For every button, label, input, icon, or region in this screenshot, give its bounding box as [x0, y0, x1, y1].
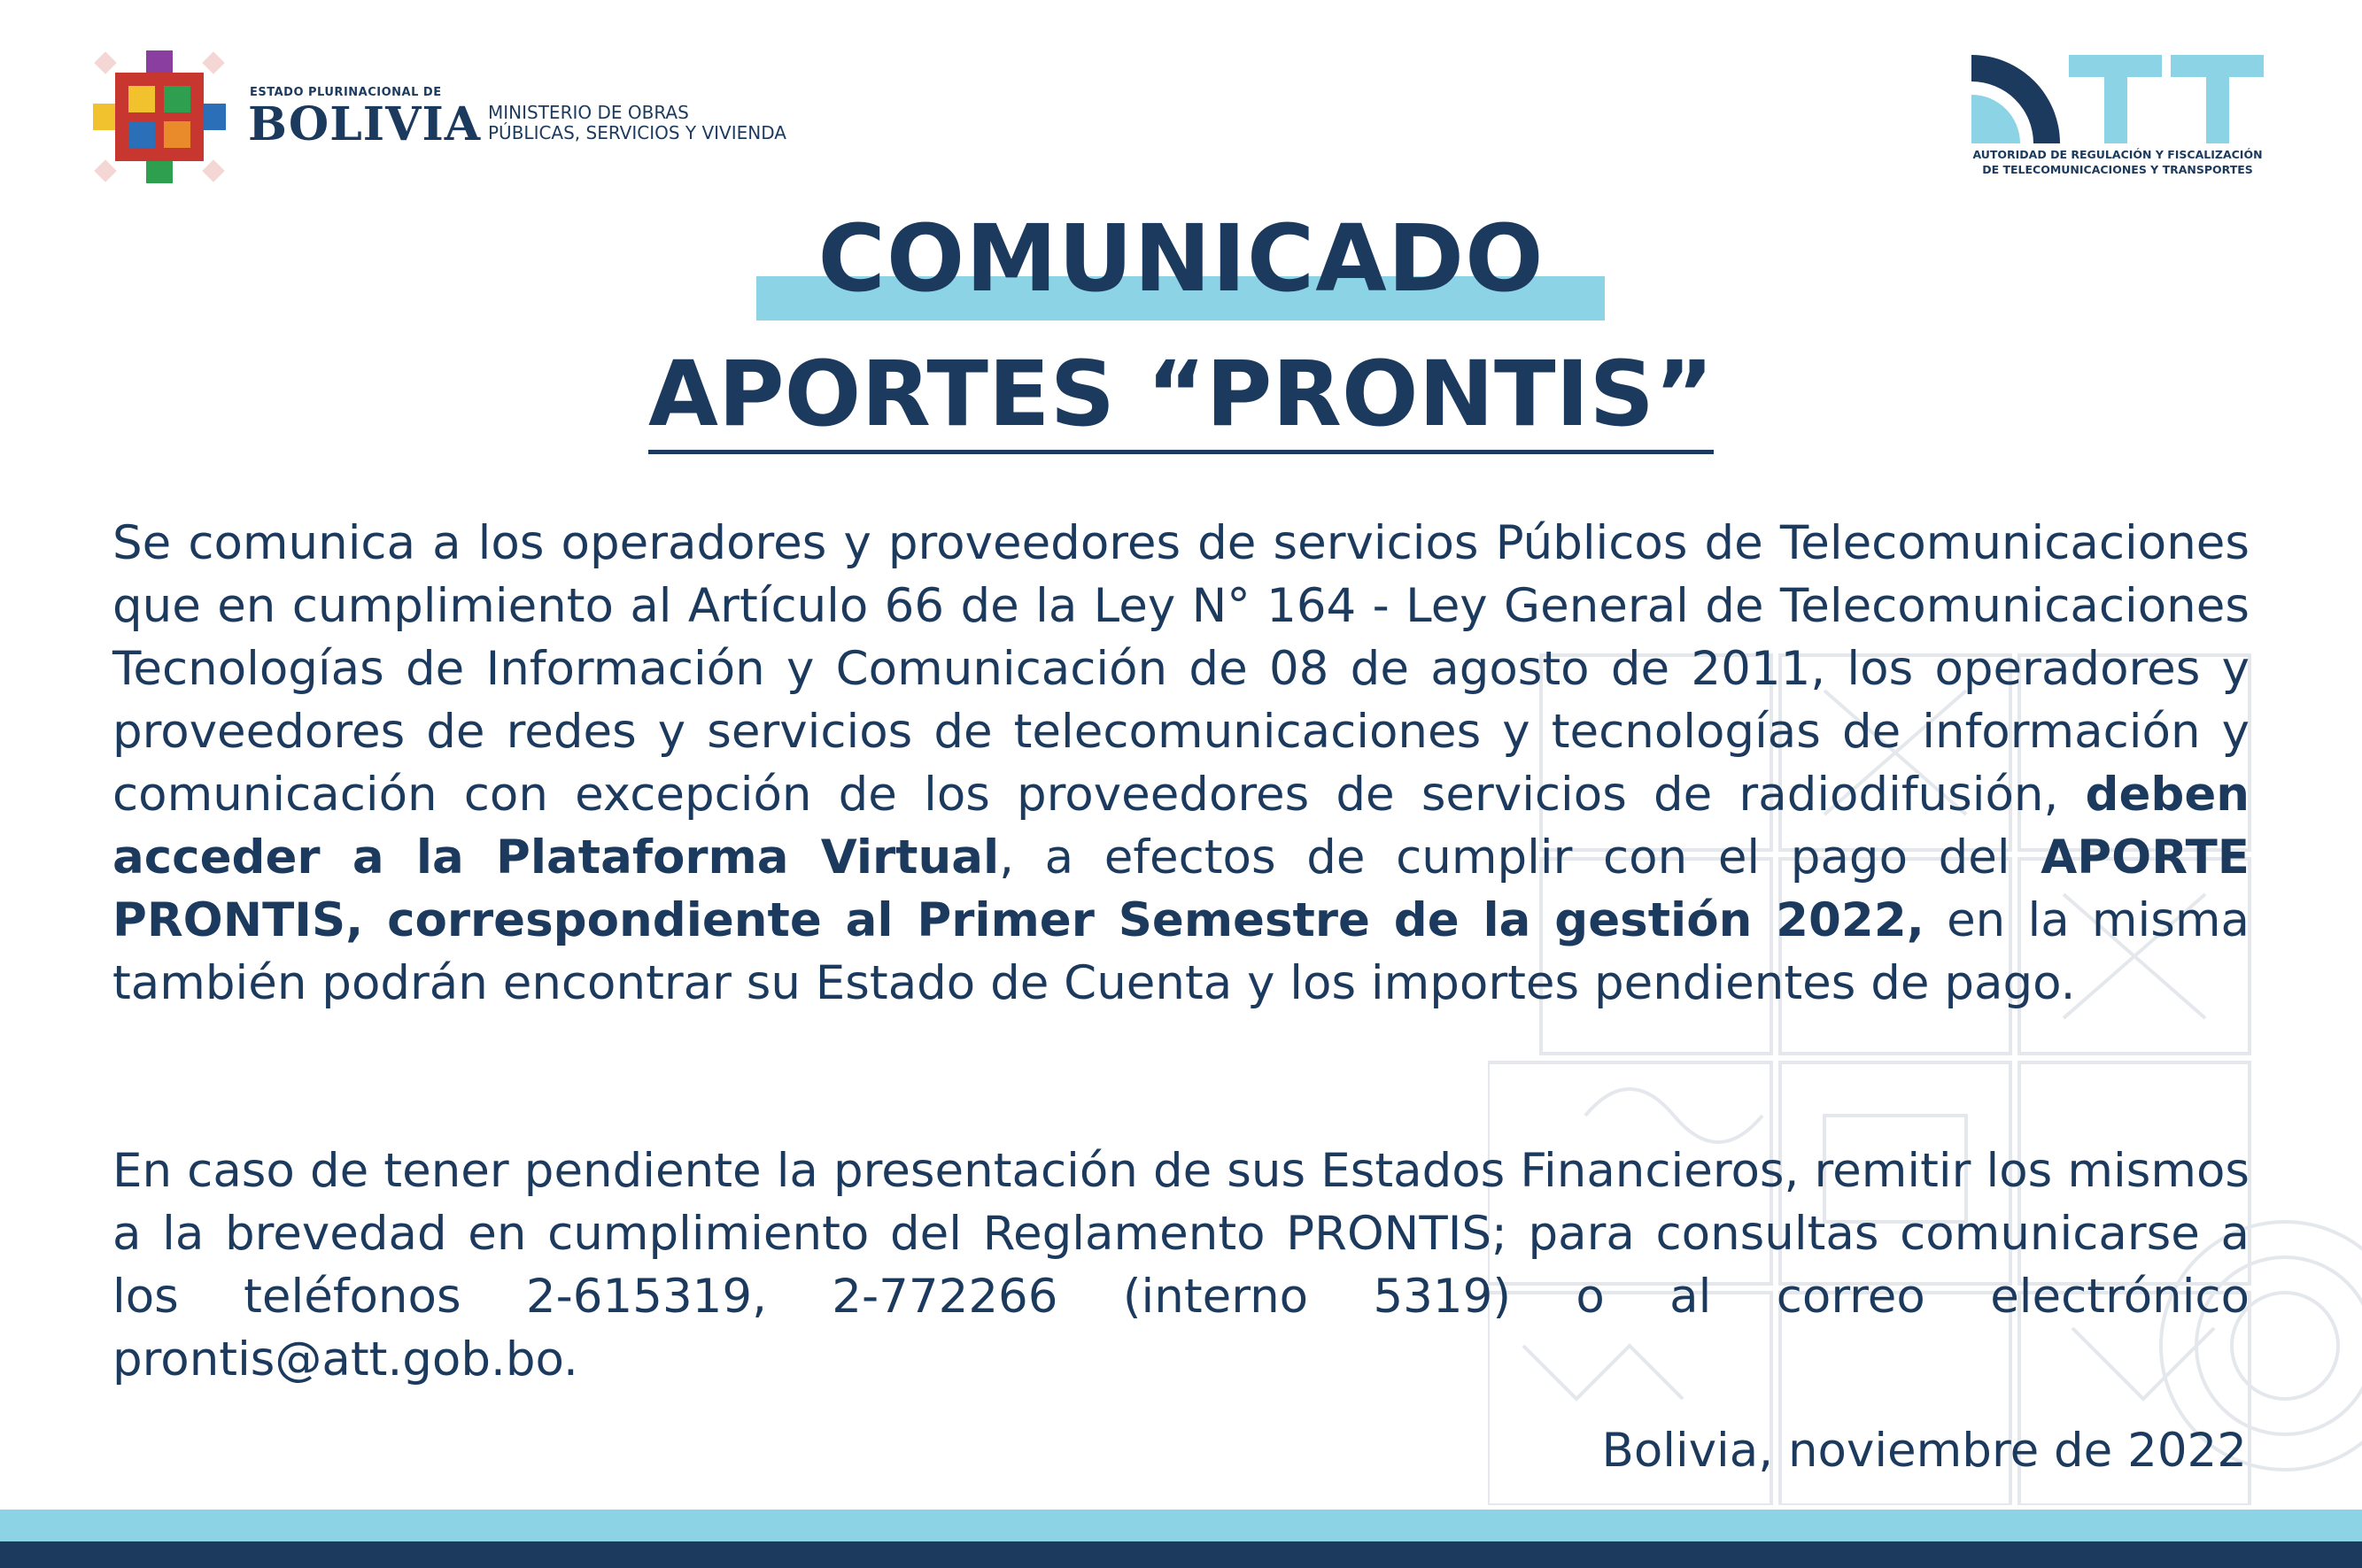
ministry-line-1: MINISTERIO DE OBRAS	[488, 102, 689, 123]
p1-bold-1: deben acceder a la Plataforma Virtual	[112, 768, 2250, 884]
p1-text-3: en la misma también podrán encontrar su Estado de Cuenta y los importes pendientes de pago.	[112, 893, 2250, 1010]
p1-text-2: , a efectos de cumplir con el pago del	[999, 830, 2010, 884]
announcement-paragraph-2: En caso de tener pendiente la presentación de sus Estados Financieros, remitir los mismos a la brevedad en cumplimiento del Reglamento PRONTIS; para consultas comunicarse a los teléfonos 2-615319, 2-772266 (interno 5319) o al correo electrónico prontis@att.gob.bo.	[112, 1144, 2250, 1386]
subtitle-text: APORTES “PRONTIS”	[648, 342, 1714, 454]
p1-bold-2: APORTE PRONTIS, correspondiente al Primer Semestre de la gestión 2022,	[112, 830, 2250, 947]
bolivia-name: BOLIVIA	[248, 97, 482, 151]
bolivia-emblem-icon	[89, 46, 230, 188]
page-title: COMUNICADO	[817, 205, 1545, 313]
announcement-paragraph-1	[112, 512, 2250, 1015]
ministry-line-2: PÚBLICAS, SERVICIOS Y VIVIENDA	[488, 122, 786, 143]
att-logo	[1971, 55, 2264, 143]
att-subtitle-line-1: AUTORIDAD DE REGULACIÓN Y FISCALIZACIÓN	[1972, 148, 2263, 161]
footer-bar-light	[0, 1510, 2362, 1541]
att-subtitle-line-2: DE TELECOMUNICACIONES Y TRANSPORTES	[1982, 163, 2253, 176]
page-subtitle	[0, 342, 2362, 454]
p1-text-1: Se comunica a los operadores y proveedores de servicios Públicos de Telecomunicaciones que en cumplimiento al Artículo 66 de la Ley N° 164 - Ley General de Telecomunicaciones Tecnologías de Información y Comunicación de 08 de agosto de 2011, los operadores y proveedores de redes y servicios de telecomunicaciones y tecnologías de información y comunicación con excepción de los proveedores de servicios de radiodifusión,	[112, 516, 2250, 822]
bolivia-state-label: ESTADO PLURINACIONAL DE	[250, 86, 442, 99]
footer-bar-dark	[0, 1541, 2362, 1568]
date-line: Bolivia, noviembre de 2022	[1601, 1424, 2247, 1478]
